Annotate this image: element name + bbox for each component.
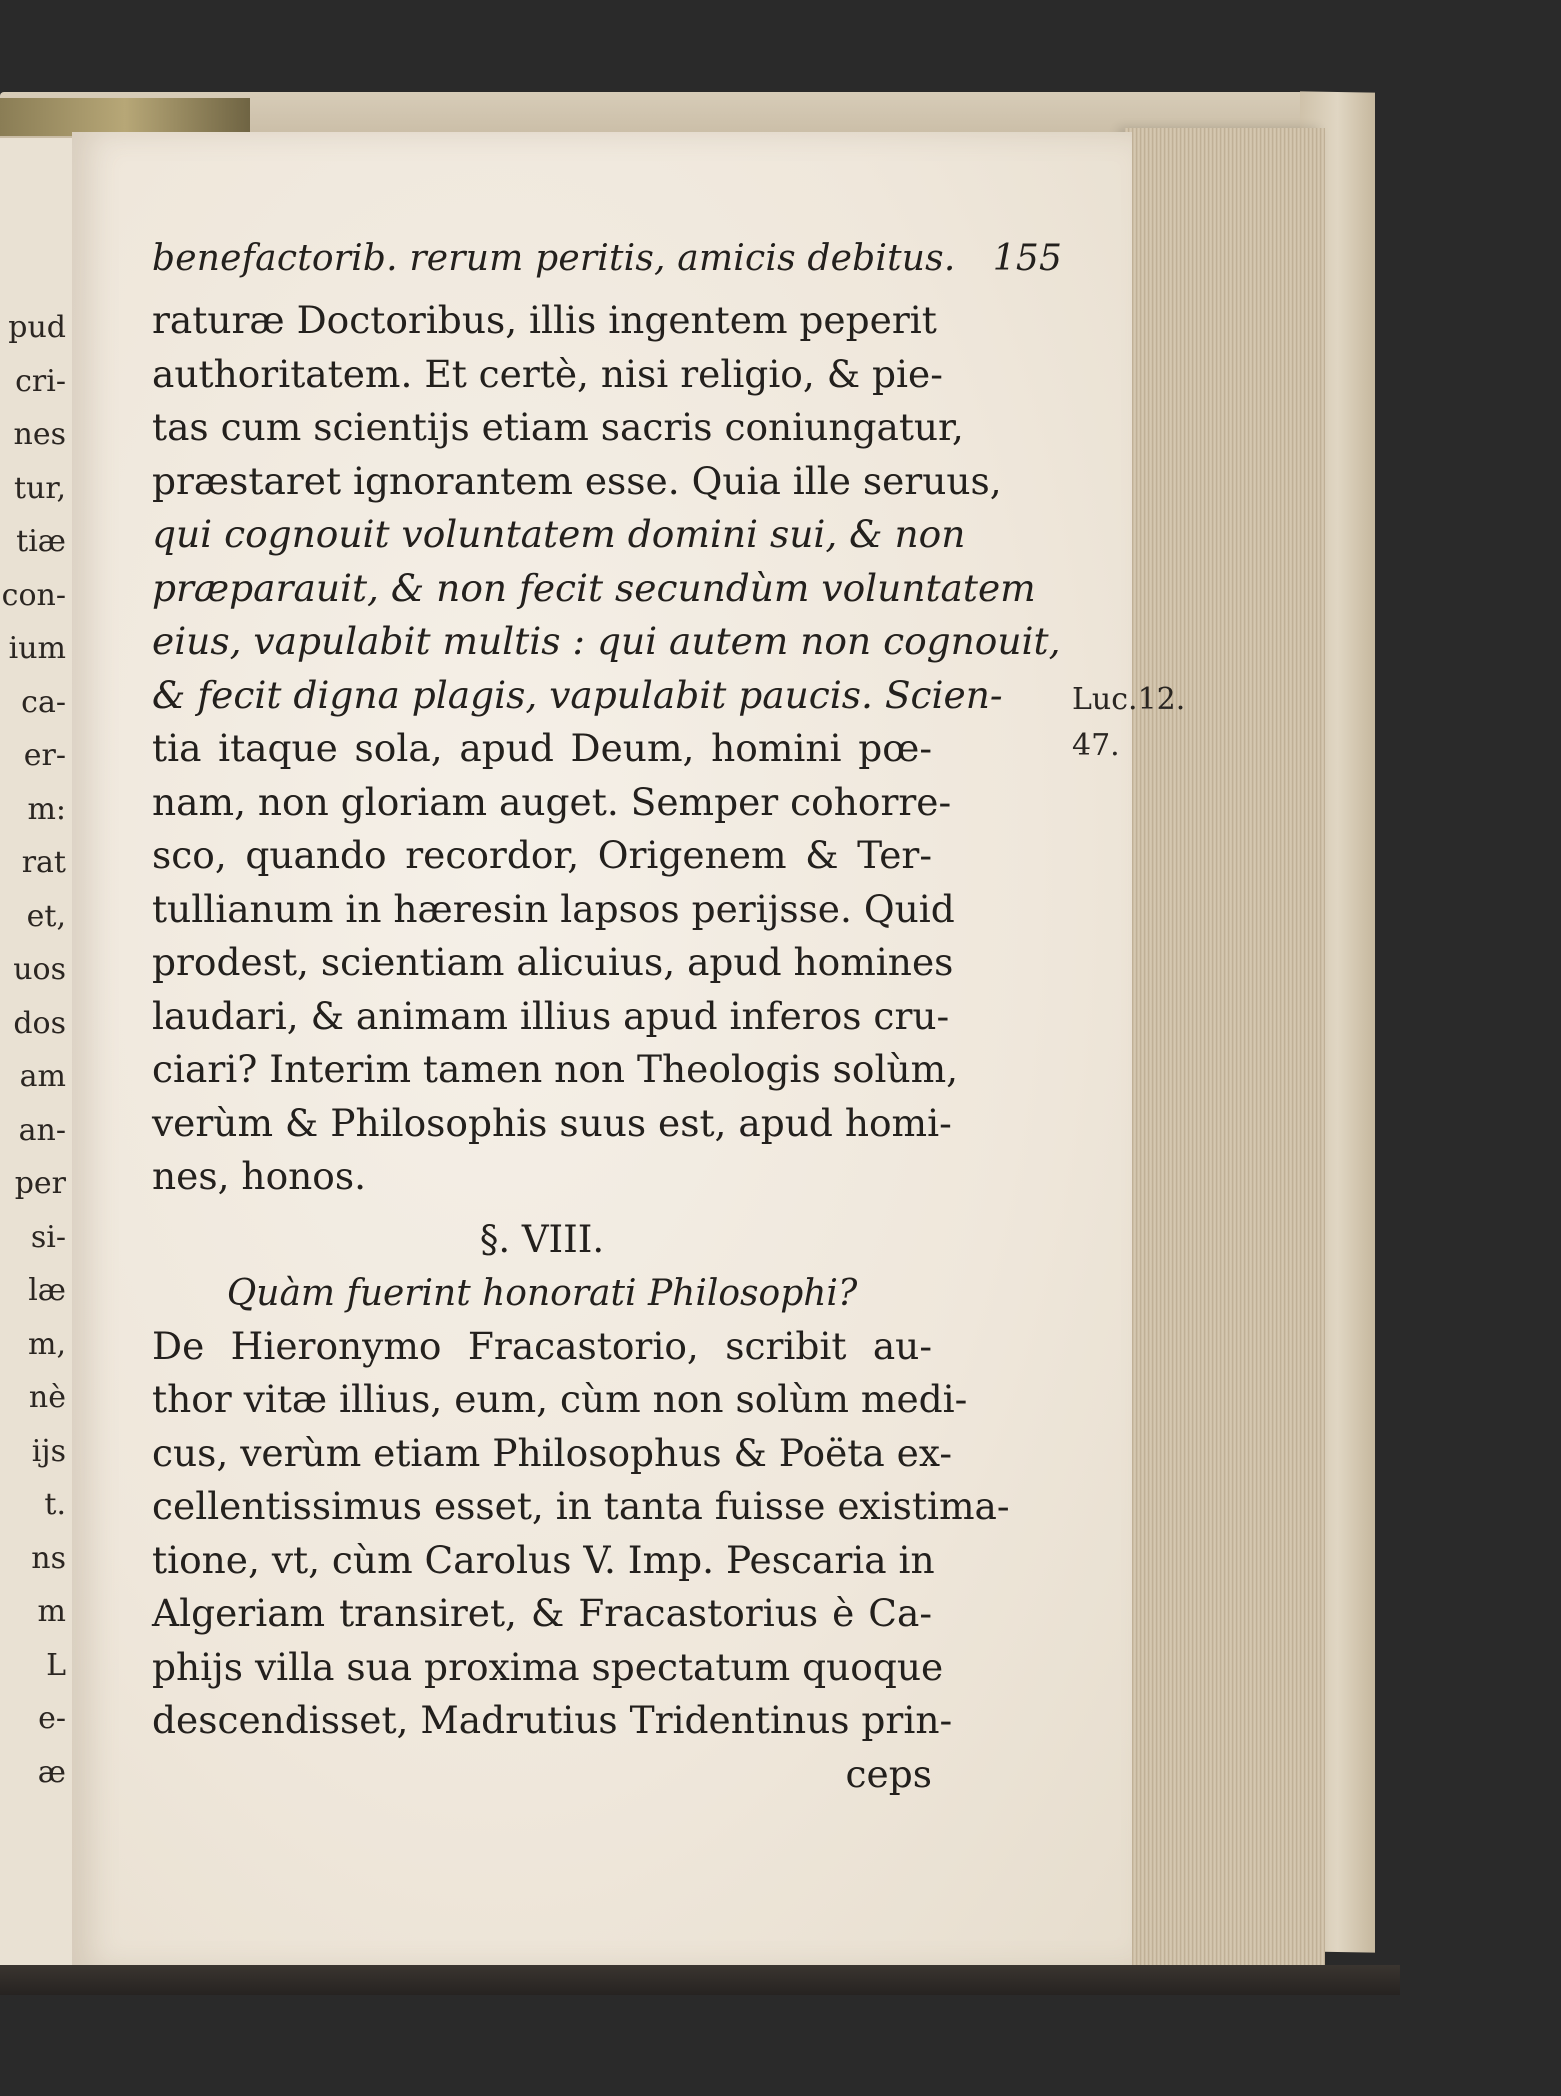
text-line: tullianum in hæresin lapsos perijsse. Quid — [152, 886, 955, 931]
margin-ref: 47. — [1072, 728, 1120, 763]
left-page-fragment-line: er- — [23, 738, 66, 773]
margin-note — [1072, 677, 1185, 769]
text-line: thor vitæ illius, eum, cùm non solùm medi- — [152, 1377, 968, 1421]
text-line: tas cum scientijs etiam sacris coniungatur, — [152, 405, 964, 449]
left-page-fragment-line: con- — [1, 577, 66, 613]
text-line: sco, quando recordor, Origenem & Ter- — [152, 833, 932, 877]
left-page-fragment-line: ca- — [21, 684, 66, 720]
left-page-fragment-line: dos — [13, 1005, 66, 1041]
section-heading: §. VIII. — [479, 1217, 605, 1261]
header-title: benefactorib. rerum peritis, amicis debitus. — [152, 238, 956, 279]
text-line: authoritatem. Et certè, nisi religio, & pie- — [152, 351, 943, 396]
left-page-fragment-line: an- — [18, 1112, 66, 1148]
text-line: cus, verùm etiam Philosophus & Poëta ex- — [152, 1430, 952, 1475]
left-page-fragment-line: tiæ — [16, 524, 66, 559]
text-line: nes, honos. — [152, 1154, 367, 1198]
left-page-fragment-line: pud — [8, 310, 66, 345]
page-edges — [1125, 128, 1325, 1978]
left-page-fragment-line: nè — [28, 1380, 66, 1415]
left-page-fragment-line: nes — [13, 417, 66, 452]
text-line: De Hieronymo Fracastorio, scribit au- — [152, 1323, 932, 1368]
left-page-fragment-line: am — [19, 1059, 66, 1094]
section-subtitle: Quàm fuerint honorati Philosophi? — [226, 1272, 858, 1314]
bottom-shadow — [0, 1965, 1400, 1995]
text-line: nam, non gloriam auget. Semper cohorre- — [152, 779, 952, 824]
left-page-fragment-line: ns — [31, 1540, 66, 1576]
left-page-fragment-line: ium — [8, 631, 66, 666]
left-page-fragment-line: si- — [30, 1219, 66, 1255]
left-page-fragment-line: ijs — [31, 1433, 66, 1469]
left-page-fragment-line: m: — [27, 791, 66, 827]
left-page-fragment-line: cri- — [15, 363, 66, 399]
left-page-fragment-line: e- — [38, 1701, 66, 1736]
left-page-fragment-line: uos — [13, 952, 66, 987]
quote-line: eius, vapulabit multis : qui autem non cognouit, — [152, 619, 1061, 663]
quote-line: qui cognouit voluntatem domini sui, & non — [152, 512, 966, 556]
running-header — [152, 234, 1063, 284]
text-line: tione, vt, cùm Carolus V. Imp. Pescaria in — [152, 1537, 935, 1582]
text-line: tia itaque sola, apud Deum, homini pœ- — [152, 726, 932, 770]
left-page-fragment-line: per — [14, 1166, 66, 1201]
left-page-fragment-line: m — [37, 1594, 66, 1629]
text-line: ciari? Interim tamen non Theologis solùm, — [152, 1047, 959, 1091]
quote-line: & fecit digna plagis, vapulabit paucis. Scien- — [152, 672, 1003, 717]
left-page-fragment-line: tur, — [14, 470, 66, 506]
text-line: verùm & Philosophis suus est, apud homi- — [152, 1100, 952, 1145]
left-page-fragment-line: L — [46, 1647, 66, 1683]
text-line: prodest, scientiam alicuius, apud homines — [152, 940, 954, 984]
quote-line: præparauit, & non fecit secundùm voluntatem — [152, 565, 1036, 610]
text-line: præstaret ignorantem esse. Quia ille seruus, — [152, 458, 1002, 503]
binding-ribbon — [0, 98, 250, 136]
page-text — [152, 234, 1186, 1801]
text-line: raturæ Doctoribus, illis ingentem peperit — [152, 298, 937, 342]
text-line: descendisset, Madrutius Tridentinus prin- — [152, 1698, 953, 1742]
left-page-fragment — [0, 138, 75, 1970]
left-page-fragment-line: et, — [26, 898, 66, 934]
margin-ref: Luc.12. — [1072, 682, 1186, 717]
left-page-fragment-line: t. — [44, 1487, 66, 1522]
text-line: laudari, & animam illius apud inferos cru- — [152, 993, 950, 1038]
left-page-fragment-line: m, — [28, 1326, 66, 1362]
text-line: cellentissimus esset, in tanta fuisse existima- — [152, 1484, 1010, 1528]
left-page-fragment-line: rat — [21, 845, 66, 880]
text-line: Algeriam transiret, & Fracastorius è Ca- — [152, 1591, 932, 1635]
page-number: 155 — [992, 238, 1063, 279]
text-line: phijs villa sua proxima spectatum quoque — [152, 1644, 944, 1689]
catchword: ceps — [845, 1751, 932, 1796]
left-page-fragment-line: læ — [28, 1273, 66, 1308]
left-page-fragment-line: æ — [37, 1754, 66, 1790]
